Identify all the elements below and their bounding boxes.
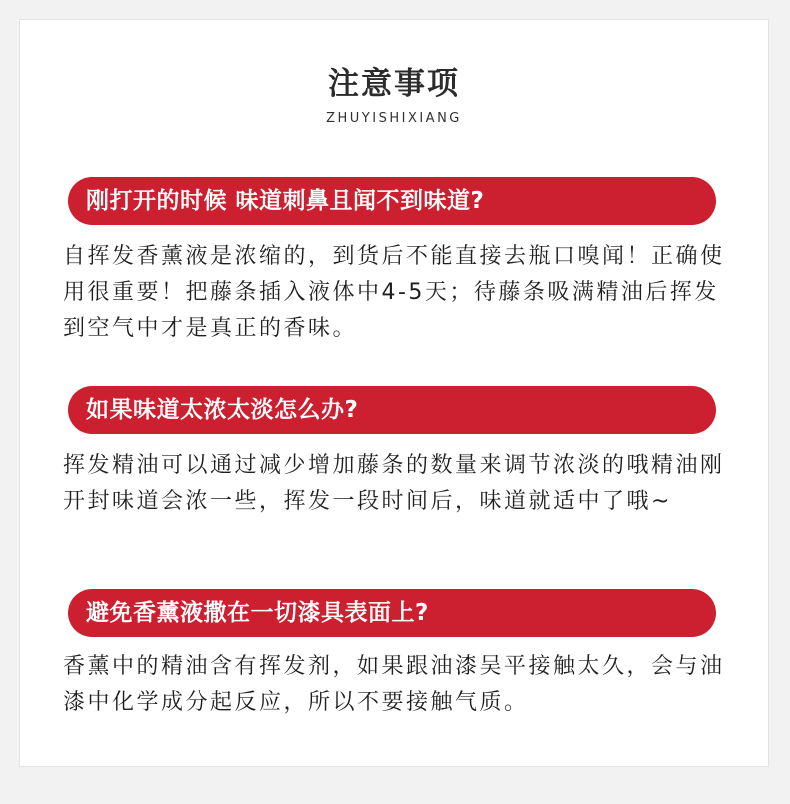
section-1-heading: 刚打开的时候 味道刺鼻且闻不到味道? [68, 177, 716, 225]
section-1-body: 自挥发香薰液是浓缩的，到货后不能直接去瓶口嗅闻！正确使用很重要！把藤条插入液体中4-5天；待藤条吸满精油后挥发到空气中才是真正的香味。 [63, 244, 725, 341]
notice-card [19, 19, 769, 767]
section-3-body: 香薰中的精油含有挥发剂，如果跟油漆吴平接触太久，会与油漆中化学成分起反应，所以不要接触气质。 [63, 654, 725, 715]
section-2-heading: 如果味道太浓太淡怎么办? [68, 386, 716, 434]
section-3-heading: 避免香薰液撒在一切漆具表面上? [68, 589, 716, 637]
page-subtitle: ZHUYISHIXIANG [326, 111, 462, 126]
page-title: 注意事项 [328, 66, 460, 102]
section-2-body: 挥发精油可以通过减少增加藤条的数量来调节浓淡的哦精油刚开封味道会浓一些，挥发一段时间后，味道就适中了哦~ [63, 453, 725, 514]
